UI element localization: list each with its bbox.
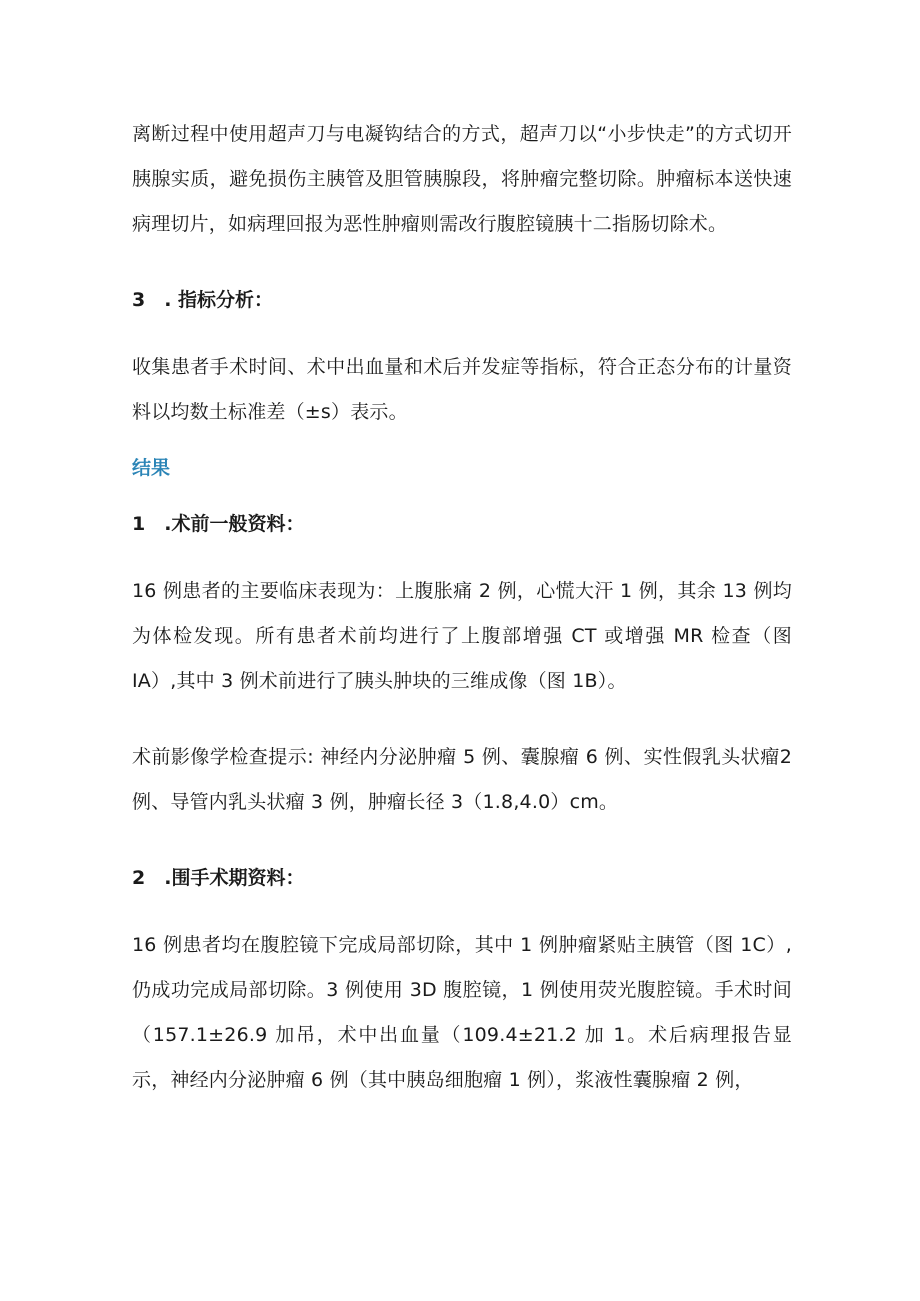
spacer: [132, 825, 792, 856]
paragraph-perioperative-results: 16 例患者均在腹腔镜下完成局部切除，其中 1 例肿瘤紧贴主胰管（图 1C）,仍成功完成局部切除。3 例使用 3D 腹腔镜，1 例使用荧光腹腔镜。手术时间（157.1±26.9 加吊，术中出血量（109.4±21.2 加 1。术后病理报告显示，神经内分泌肿瘤 6 例（其中胰岛细胞瘤 1 例），浆液性囊腺瘤 2 例，: [132, 934, 792, 1091]
spacer: [132, 901, 792, 923]
spacer: [132, 323, 792, 345]
paragraph-indicators: 收集患者手术时间、术中出血量和术后并发症等指标，符合正态分布的计量资料以均数土标准差（±s）表示。: [132, 356, 792, 423]
paragraph-method-continued: 离断过程中使用超声刀与电凝钩结合的方式，超声刀以“小步快走”的方式切开胰腺实质，避免损伤主胰管及胆管胰腺段，将肿瘤完整切除。肿瘤标本送快速病理切片，如病理回报为恶性肿瘤则需改行腹腔镜胰十二指肠切除术。: [132, 123, 792, 235]
spacer: [132, 704, 792, 735]
document-body: [132, 112, 792, 1103]
spacer: [132, 547, 792, 569]
heading-preoperative-data: 1 .术前一般资料：: [132, 513, 305, 535]
spacer: [132, 435, 792, 446]
paragraph-imaging-findings: 术前影像学检查提示: 神经内分泌肿瘤 5 例、囊腺瘤 6 例、实性假乳头状瘤2 例、导管内乳头状瘤 3 例，肿瘤长径 3（1.8,4.0）cm。: [132, 746, 792, 813]
heading-perioperative-data: 2 .围手术期资料：: [132, 867, 305, 889]
spacer: [132, 247, 792, 278]
section-title-results: 结果: [132, 457, 171, 479]
paragraph-clinical-presentation: 16 例患者的主要临床表现为：上腹胀痛 2 例，心慌大汗 1 例，其余 13 例均为体检发现。所有患者术前均进行了上腹部增强 CT 或增强 MR 检查（图IA）,其中 3 例术前进行了胰头肿块的三维成像（图 1B）。: [132, 580, 792, 692]
heading-indicator-analysis: 3 . 指标分析：: [132, 289, 274, 311]
spacer: [132, 491, 792, 502]
